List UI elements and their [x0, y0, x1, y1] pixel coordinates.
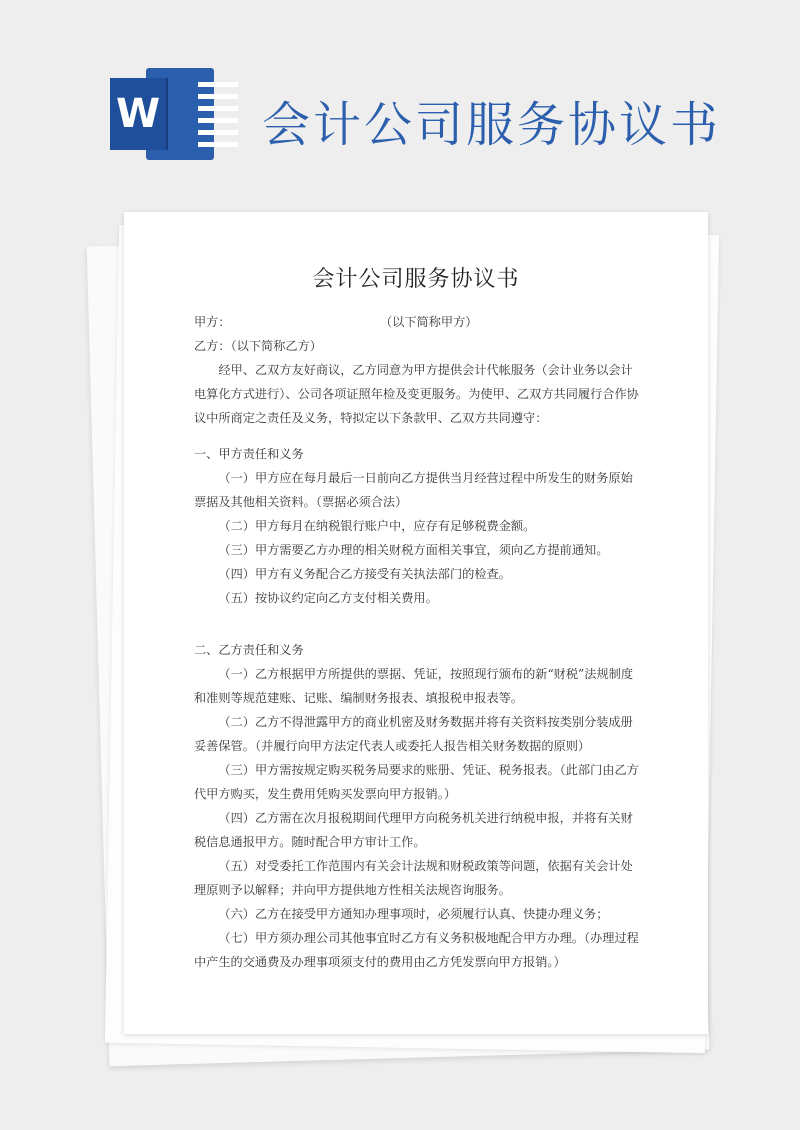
party-a-label: 甲方：	[194, 315, 231, 329]
section-1-item: （二）甲方每月在纳税银行账户中，应存有足够税费金额。	[218, 519, 536, 533]
section-1-item: （四）甲方有义务配合乙方接受有关执法部门的检查。	[218, 567, 511, 581]
section-2-item: （三）甲方需按规定购买税务局要求的账册、凭证、税务报表。（此部门由乙方代甲方购买，发生费用凭购买发票向甲方报销。）	[194, 763, 639, 801]
section-2-item: （五）对受委托工作范围内有关会计法规和财税政策等问题，依据有关会计处理原则予以解释；并向甲方提供地方性相关法规咨询服务。	[194, 859, 633, 897]
section-1-item: （三）甲方需要乙方办理的相关财税方面相关事宜，须向乙方提前通知。	[218, 543, 609, 557]
party-a-line	[194, 310, 640, 334]
section-1-item: （一）甲方应在每月最后一日前向乙方提供当月经营过程中所发生的财务原始票据及其他相关资料。（票据必须合法）	[194, 471, 633, 509]
section-2-item: （二）乙方不得泄露甲方的商业机密及财务数据并将有关资料按类别分装成册妥善保管。（并履行向甲方法定代表人或委托人报告相关财务数据的原则）	[194, 715, 633, 753]
intro-paragraph: 经甲、乙双方友好商议，乙方同意为甲方提供会计代帐服务（会计业务以会计电算化方式进行）、公司各项证照年检及变更服务。为使甲、乙双方共同履行合作协议中所商定之责任及义务，特拟定以下条款甲、乙双方共同遵守：	[194, 363, 639, 425]
word-icon-letter: W	[110, 78, 166, 150]
document-title: 会计公司服务协议书	[312, 267, 520, 292]
page-header	[0, 0, 800, 200]
party-a-note: （以下简称甲方）	[380, 315, 478, 329]
document-page	[124, 212, 708, 1034]
section-2-item: （一）乙方根据甲方所提供的票据、凭证，按照现行颁布的新“财税”法规制度和准则等规范建账、记账、编制财务报表、填报税申报表等。	[194, 667, 634, 705]
word-document-icon	[110, 68, 214, 160]
section-2-heading: 二、乙方责任和义务	[194, 643, 304, 657]
section-2-item: （六）乙方在接受甲方通知办理事项时，必须履行认真、快捷办理义务；	[218, 907, 609, 921]
document-body	[194, 310, 640, 974]
party-b-line: 乙方：（以下简称乙方）	[194, 339, 322, 353]
section-1-heading: 一、甲方责任和义务	[194, 447, 304, 461]
section-1-item: （五）按协议约定向乙方支付相关费用。	[218, 591, 438, 605]
header-title: 会计公司服务协议书	[262, 97, 722, 153]
section-2-item: （四）乙方需在次月报税期间代理甲方向税务机关进行纳税申报，并将有关财税信息通报甲方。随时配合甲方审计工作。	[194, 811, 633, 849]
section-2-item: （七）甲方须办理公司其他事宜时乙方有义务积极地配合甲方办理。（办理过程中产生的交通费及办理事项须支付的费用由乙方凭发票向甲方报销。）	[194, 931, 639, 969]
